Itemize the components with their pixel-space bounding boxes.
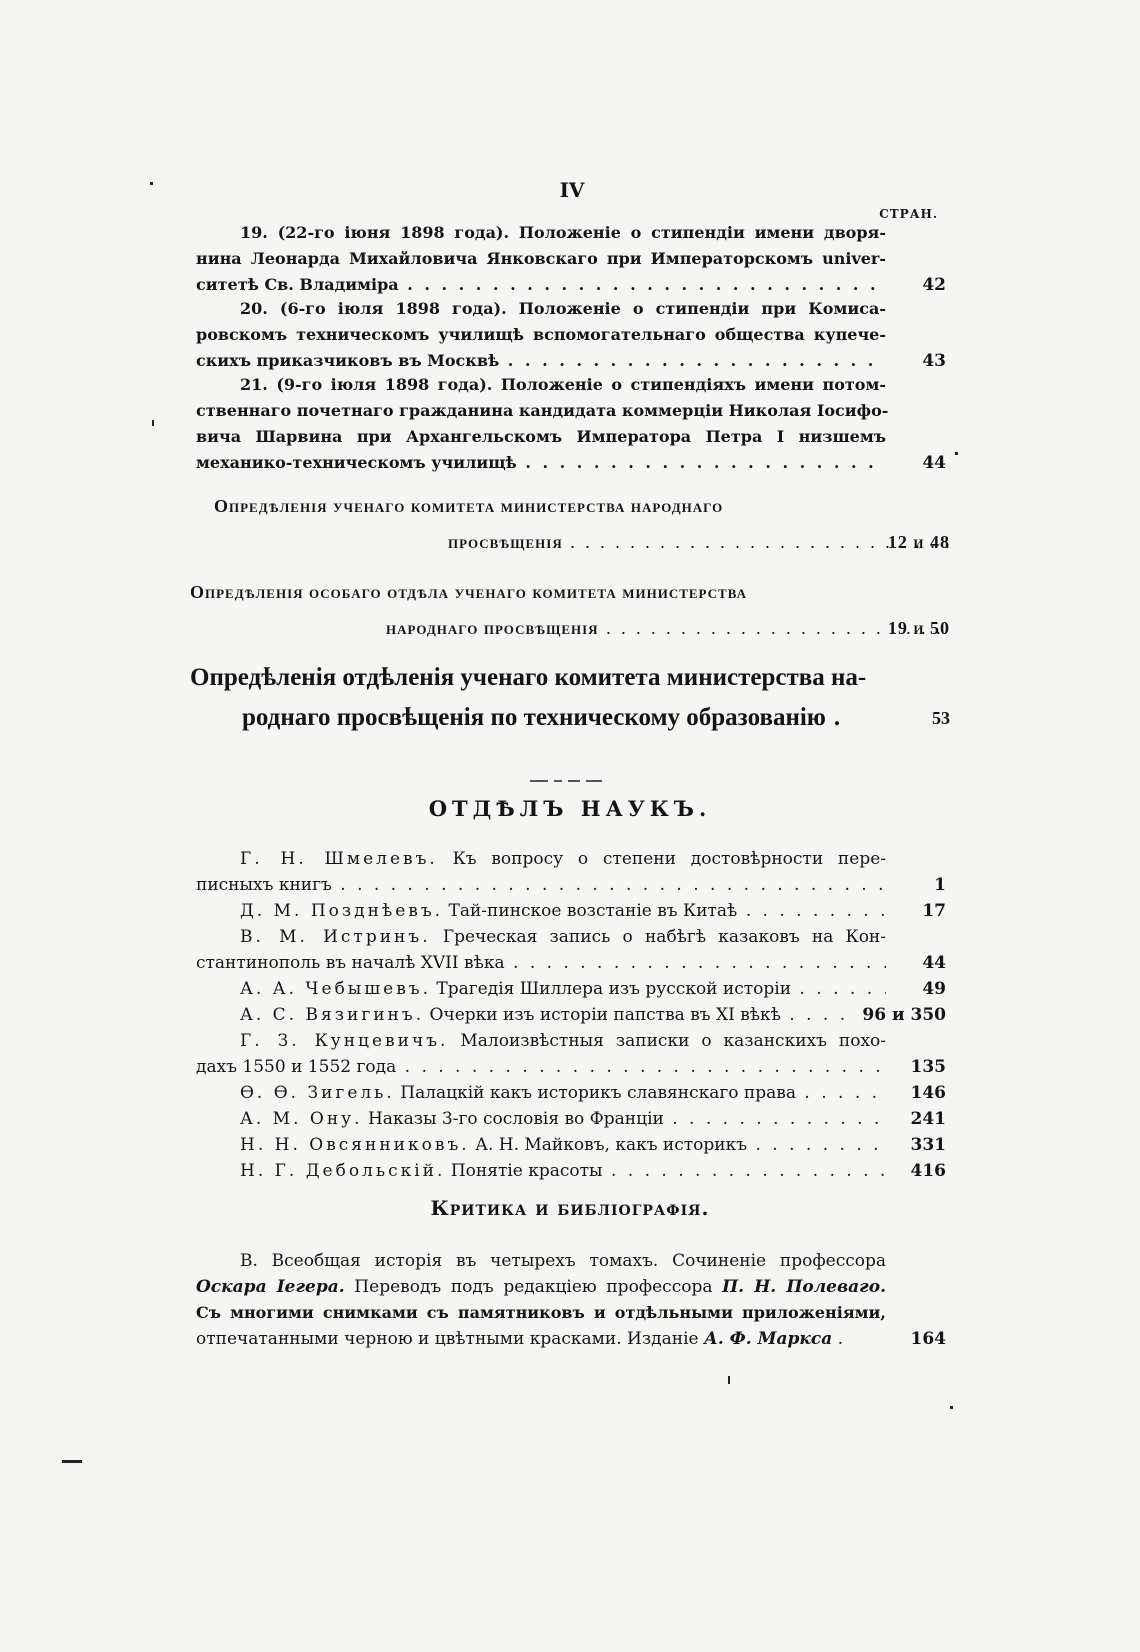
scan-speck [150,182,153,185]
toc-entry-20 [196,296,946,374]
scan-speck [955,452,958,455]
entry-line: ственнаго почетнаго гражданина кандидата коммерціи Николая Іосифо- [196,401,889,420]
author-name: В. М. Истринъ. [240,927,431,947]
entry-page: 146 [910,1083,946,1103]
section-divider [530,780,610,782]
entry-page: 43 [922,351,946,371]
entry-line: механико-техническомъ училищѣ . . . [196,450,886,476]
heading-line: просвѣщенія . . . [448,524,950,560]
page-column-header: СТРАН. [879,207,938,221]
author-name: Ѳ. Ѳ. Зигель. [240,1083,395,1103]
entry-line: А. Н. Майковъ, какъ историкъ [475,1135,748,1155]
heading-technical-education-decisions: Опредѣленія отдѣленія ученаго комитета министерства на- роднаго просвѣщенія по техническому образованію . 53 [190,658,950,738]
section-title-sciences: ОТДѢЛЪ НАУКЪ. [428,796,712,821]
entry-line: Къ вопросу о степени достовѣрности пере- [452,849,887,869]
entry-line: Переводъ подъ редакціею профессора [344,1277,723,1297]
entry-line: нина Леонарда Михайловича Янковскаго при Императорскомъ univer- [196,249,886,268]
entry-line: Очерки изъ исторіи папства въ XI вѣкѣ [429,1005,781,1025]
heading-line: Опредѣленія особаго отдѣла ученаго комитета министерства [190,582,747,602]
entry-page: 96 и 350 [862,1005,946,1025]
entry-line: Наказы 3-го сословія во Франціи [367,1109,664,1129]
entry-page: 135 [910,1057,946,1077]
author-name: А. А. Чебышевъ. [240,979,431,999]
entry-line: Греческая запись о набѣгѣ казаковъ на Кон- [442,927,887,947]
entry-page: 44 [922,453,946,473]
author-name: Г. Н. Шмелевъ. [240,849,438,869]
entry-line: скихъ приказчиковъ въ Москвѣ . . . [196,348,886,374]
sciences-entries [196,846,946,1184]
toc-entry-19 [196,220,946,298]
entry-line: 19. (22-го іюня 1898 года). Положеніе о стипендіи имени дворя- [240,223,886,242]
entry-line: писныхъ книгъ . . . [196,872,886,898]
heading-page: 53 [932,708,950,728]
heading-page: 19 и 50 [887,618,950,638]
entry-italic: А. Ф. Маркса [703,1329,833,1349]
scan-speck [152,420,154,426]
entry-line: вича Шарвина при Архангельскомъ Императора Петра I низшемъ [196,427,886,446]
entry-line: Трагедія Шиллера изъ русской исторіи [436,979,792,999]
scan-speck [950,1406,953,1409]
heading-line: Опредѣленія отдѣленія ученаго комитета министерства на- [190,664,867,691]
heading-line: Опредѣленія ученаго комитета министерства народнаго [214,496,724,516]
toc-entry-21 [196,372,946,476]
page-number: IV [559,178,585,202]
scan-speck [728,1376,730,1384]
entry-line: отпечатанными черною и цвѣтными красками. Изданіе [196,1329,704,1349]
heading-line: роднаго просвѣщенія по техническому образованію [242,704,826,731]
entry-page: 164 [910,1329,946,1349]
entry-line: Тай-пинское возстаніе въ Китаѣ [448,901,738,921]
author-name: Д. М. Позднѣевъ. [240,901,444,921]
entry-line: Палацкій какъ историкъ славянскаго права [400,1083,796,1103]
heading-committee-decisions [190,488,950,560]
entry-italic: Оскара Іегера. [196,1277,345,1297]
entry-line: дахъ 1550 и 1552 года . . . [196,1054,886,1080]
entry-page: 1 [934,875,946,895]
entry-page: 17 [922,901,946,921]
entry-line: 21. (9-го іюля 1898 года). Положеніе о стипендіяхъ имени потом- [240,375,886,394]
entry-page: 331 [910,1135,946,1155]
author-name: Н. Н. Овсянниковъ. [240,1135,470,1155]
entry-line: стантинополь въ началѣ XVII вѣка . . . [196,950,886,976]
entry-line: Малоизвѣстныя записки о казанскихъ похо- [460,1031,887,1051]
section-title-critique: Критика и библіографія. [430,1196,710,1220]
critique-entry: В. Всеобщая исторія въ четырехъ томахъ. Сочиненіе профессора Оскара Іегера. Переводъ подъ редакціею профессора П. Н. Полеваго. Съ многими снимками съ памятниковъ и отдѣльными приложеніями, отпечатанными черною и цвѣтными красками. Изданіе А. Ф. Маркса . 164 [196,1248,946,1352]
entry-page: 416 [910,1161,946,1181]
heading-page: 12 и 48 [887,532,950,552]
author-name: А. С. Вязигинъ. [240,1005,425,1025]
entry-line: В. Всеобщая исторія въ четырехъ томахъ. Сочиненіе профессора [240,1251,886,1271]
author-name: Н. Г. Дебольскій. [240,1161,446,1181]
entry-line: ровскомъ техническомъ училищѣ вспомогательнаго общества купече- [196,325,886,344]
heading-line: народнаго просвѣщенія . . . [386,610,950,646]
entry-line: 20. (6-го іюля 1898 года). Положеніе о стипендіи при Комиса- [240,299,886,318]
heading-special-section-decisions [190,574,950,646]
entry-italic: П. Н. Полеваго. [722,1277,886,1297]
entry-page: 241 [910,1109,946,1129]
entry-line: Понятіе красоты [450,1161,603,1181]
entry-page: 42 [922,275,946,295]
entry-page: 44 [922,953,946,973]
entry-line: Съ многими снимками съ памятниковъ и отдѣльными приложеніями, [196,1303,886,1322]
entry-page: 49 [922,979,946,999]
author-name: А. М. Ону. [240,1109,363,1129]
author-name: Г. З. Кунцевичъ. [240,1031,449,1051]
entry-line: ситетѣ Св. Владиміра . . . [196,272,886,298]
scan-speck [62,1460,82,1463]
